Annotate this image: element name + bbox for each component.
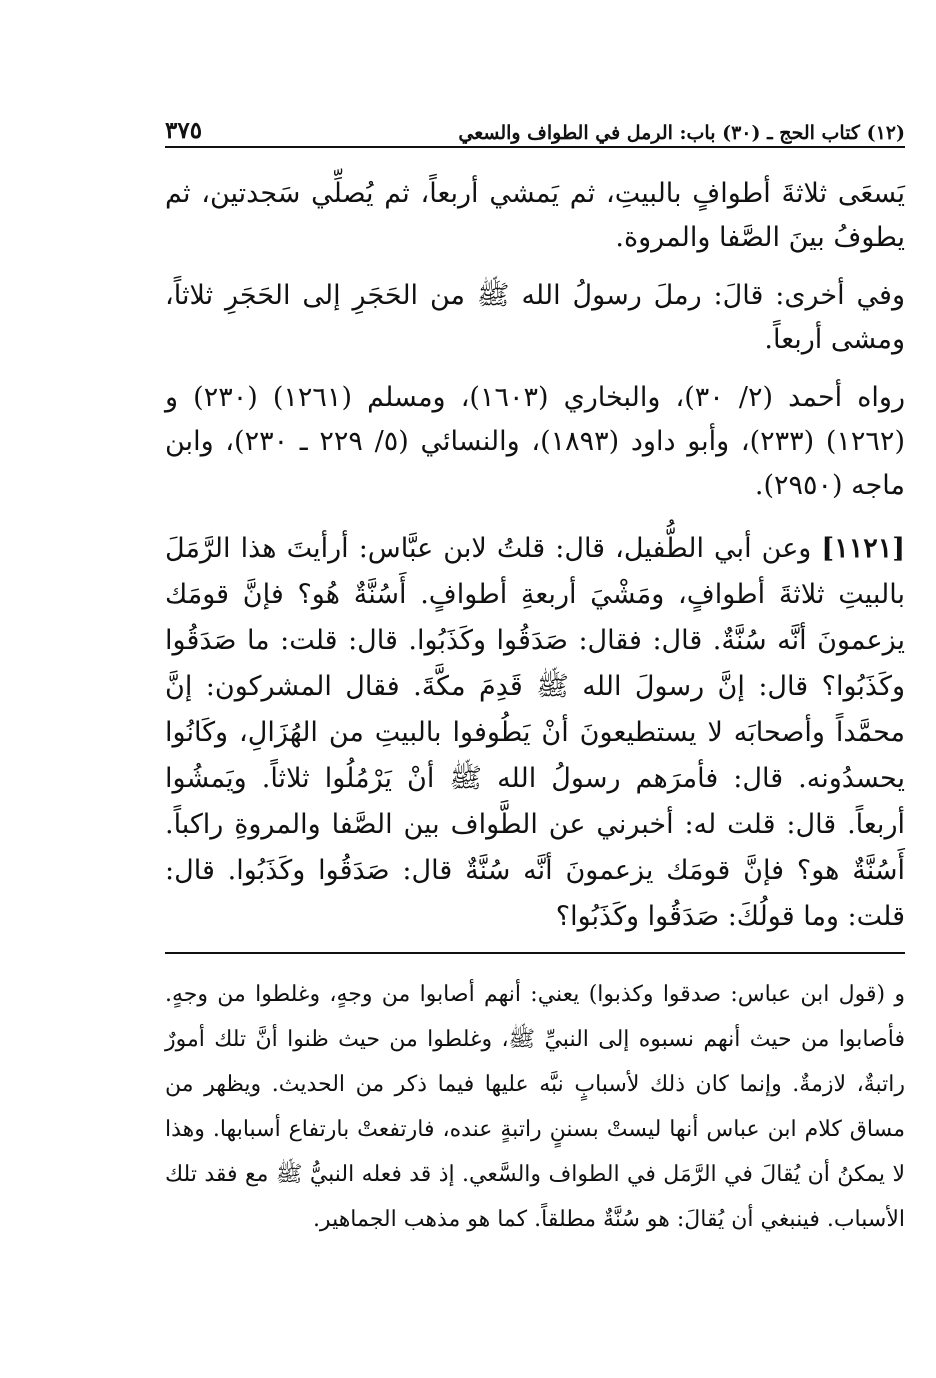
footnote-text: و (قول ابن عباس: صدقوا وكذبوا) يعني: أنهم أصابوا من وجهٍ، وغلطوا من وجهٍ. فأصابوا من حيث أنهم نسبوه إلى النبيِّ ﷺ، وغلطوا من حيث ظنوا أنَّ تلك أمورٌ راتبةٌ، لازمةٌ. وإنما كان ذلك لأسبابٍ نبَّه عليها فيما ذكر من الحديث. ويظهر من مساق كلام ابن عباس أنها ليستْ بسننٍ راتبةٍ عنده، فارتفعتْ بارتفاع أسبابها. وهذا لا يمكنُ أن يُقالَ في الرَّمَل في الطواف والسَّعي. إذ قد فعله النبيُّ ﷺ مع فقد تلك الأسباب. فينبغي أن يُقالَ: هو سُنَّةٌ مطلقاً. كما هو مذهب الجماهير. xyxy=(165,982,905,1232)
header-rule xyxy=(165,146,905,148)
paragraph-narration-end: يَسعَى ثلاثةَ أطوافٍ بالبيتِ، ثم يَمشي أربعاً، ثم يُصلِّي سَجدتين، ثم يطوفُ بينَ الصَّفا والمروة. xyxy=(165,178,905,253)
paragraph-references: رواه أحمد (٢/ ٣٠)، والبخاري (١٦٠٣)، ومسلم (١٢٦١) (٢٣٠) و (١٢٦٢) (٢٣٣)، وأبو داود (١٨٩٣)، والنسائي (٥/ ٢٢٩ ـ ٢٣٠)، وابن ماجه (٢٩٥٠). xyxy=(165,382,906,501)
paragraph-other-narration: وفي أخرى: قالَ: رملَ رسولُ الله ﷺ من الحَجَرِ إلى الحَجَرِ ثلاثاً، ومشى أربعاً. xyxy=(165,280,905,355)
running-title: (١٢) كتاب الحج ـ (٣٠) باب: الرمل في الطواف والسعي xyxy=(458,122,905,144)
main-text xyxy=(165,172,905,954)
footnote-rule xyxy=(165,952,905,954)
page-header xyxy=(165,108,905,144)
hadith-paragraph xyxy=(165,526,905,940)
hadith-text: وعن أبي الطُّفيل، قال: قلتُ لابن عبَّاس: أرأيتَ هذا الرَّمَلَ بالبيتِ ثلاثةَ أطوافٍ، ومَشْيَ أربعةِ أطوافٍ. أَسُنَّةٌ هُو؟ فإنَّ قومَك يزعمونَ أنَّه سُنَّةٌ. قال: فقال: صَدَقُوا وكَذَبُوا. قال: قلت: ما صَدَقُوا وكَذَبُوا؟ قال: إنَّ رسولَ الله ﷺ قَدِمَ مكَّةَ. فقال المشركون: إنَّ محمَّداً وأصحابَه لا يستطيعونَ أنْ يَطُوفوا بالبيتِ من الهُزَالِ، وكَانُوا يحسدُونه. قال: فأمرَهم رسولُ الله ﷺ أنْ يَرْمُلُوا ثلاثاً. ويَمشُوا أربعاً. قال: قلت له: أخبرني عن الطَّواف بين الصَّفا والمروةِ راكباً. أَسُنَّةٌ هو؟ فإنَّ قومَك يزعمونَ أنَّه سُنَّةٌ قال: صَدَقُوا وكَذَبُوا. قال: قلت: وما قولُكَ: صَدَقُوا وكَذَبُوا؟ xyxy=(165,533,905,932)
footnote xyxy=(165,972,905,1242)
page-number: ٣٧٥ xyxy=(165,117,203,144)
hadith-number: [١١٢١] xyxy=(821,533,905,564)
